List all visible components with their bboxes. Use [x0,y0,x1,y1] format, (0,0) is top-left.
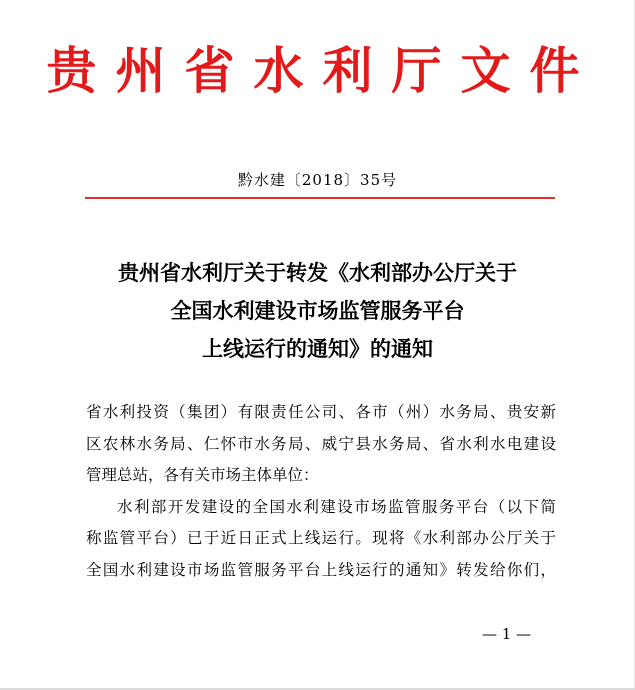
body-line-1: 省水利投资（集团）有限责任公司、各市（州）水务局、贵安新 [86,403,556,421]
body-line-2: 区农林水务局、仁怀市水务局、威宁县水务局、省水利水电建设 [86,434,556,453]
document-body [86,397,556,586]
title-line-1: 贵州省水利厅关于转发《水利部办公厅关于 [118,260,517,285]
page-number: — 1 — [482,625,532,643]
document-number: 黔水建〔2018〕35号 [237,171,398,189]
document-title [0,254,635,368]
title-line-2: 全国水利建设市场监管服务平台 [170,298,465,323]
title-line-3: 上线运行的通知》的通知 [202,336,433,361]
document-header-title: 贵州省水利厅文件 [46,42,599,100]
body-line-3: 管理总站，各有关市场主体单位： [86,466,319,484]
red-divider-line [85,197,555,199]
body-line-5: 称监管平台）已于近日正式上线运行。现将《水利部办公厅关于 [86,529,556,547]
body-line-6: 全国水利建设市场监管服务平台上线运行的通知》转发给你们， [86,560,556,579]
body-line-4: 水利部开发建设的全国水利建设市场监管服务平台（以下简 [117,497,556,516]
